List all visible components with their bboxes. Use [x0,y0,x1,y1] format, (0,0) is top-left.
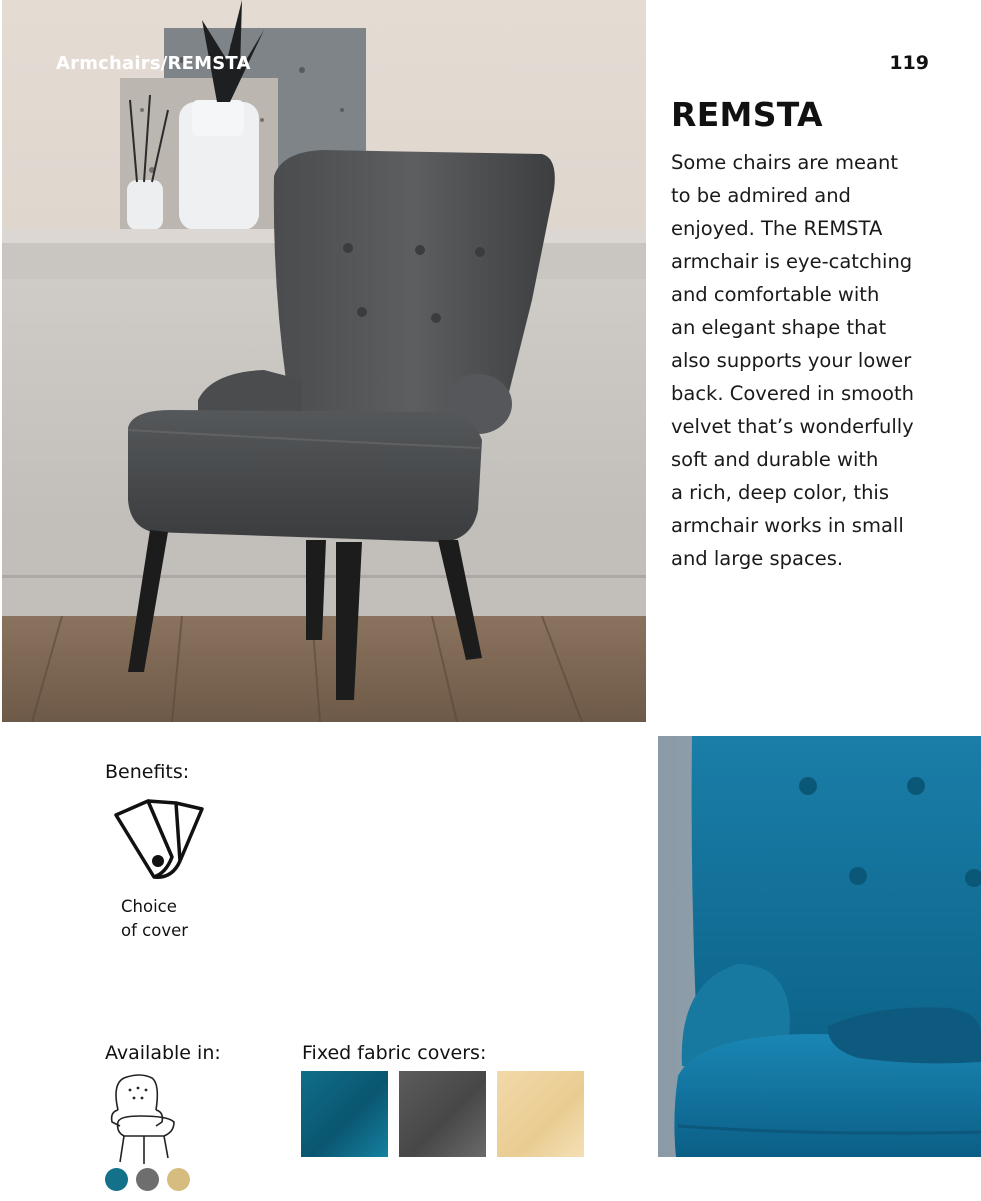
fabric-covers-heading: Fixed fabric covers: [302,1042,487,1064]
description-line: enjoyed. The REMSTA [671,217,883,240]
description-line: armchair is eye-catching [671,250,913,273]
description-line: and large spaces. [671,547,844,570]
color-option-grey [136,1168,159,1191]
fabric-swatch-fan-icon [110,795,206,885]
description-line: a rich, deep color, this [671,481,890,504]
benefit-caption [121,895,188,943]
description-line: also supports your lower [671,349,912,372]
benefits-heading: Benefits: [105,761,190,783]
page-number: 119 [889,52,929,74]
armchair-outline-icon [104,1070,180,1166]
description-line: and comfortable with [671,283,880,306]
description-line: an elegant shape that [671,316,887,339]
detail-photo [658,736,981,1157]
fabric-swatch-grey [399,1071,486,1157]
description-line: Some chairs are meant [671,151,899,174]
benefit-caption-line: Choice [121,897,177,916]
fabric-swatch-blue [301,1071,388,1157]
product-title: REMSTA [671,95,823,134]
color-option-beige [167,1168,190,1191]
color-option-blue [105,1168,128,1191]
breadcrumb: Armchairs/REMSTA [56,53,251,74]
hero-photo [2,0,646,722]
description-line: velvet that’s wonderfully [671,415,914,438]
available-in-heading: Available in: [105,1042,221,1064]
benefit-caption-line: of cover [121,921,189,940]
description-line: soft and durable with [671,448,879,471]
description-line: to be admired and [671,184,851,207]
product-description [671,146,941,575]
description-line: armchair works in small [671,514,904,537]
fabric-swatch-beige [497,1071,584,1157]
description-line: back. Covered in smooth [671,382,914,405]
